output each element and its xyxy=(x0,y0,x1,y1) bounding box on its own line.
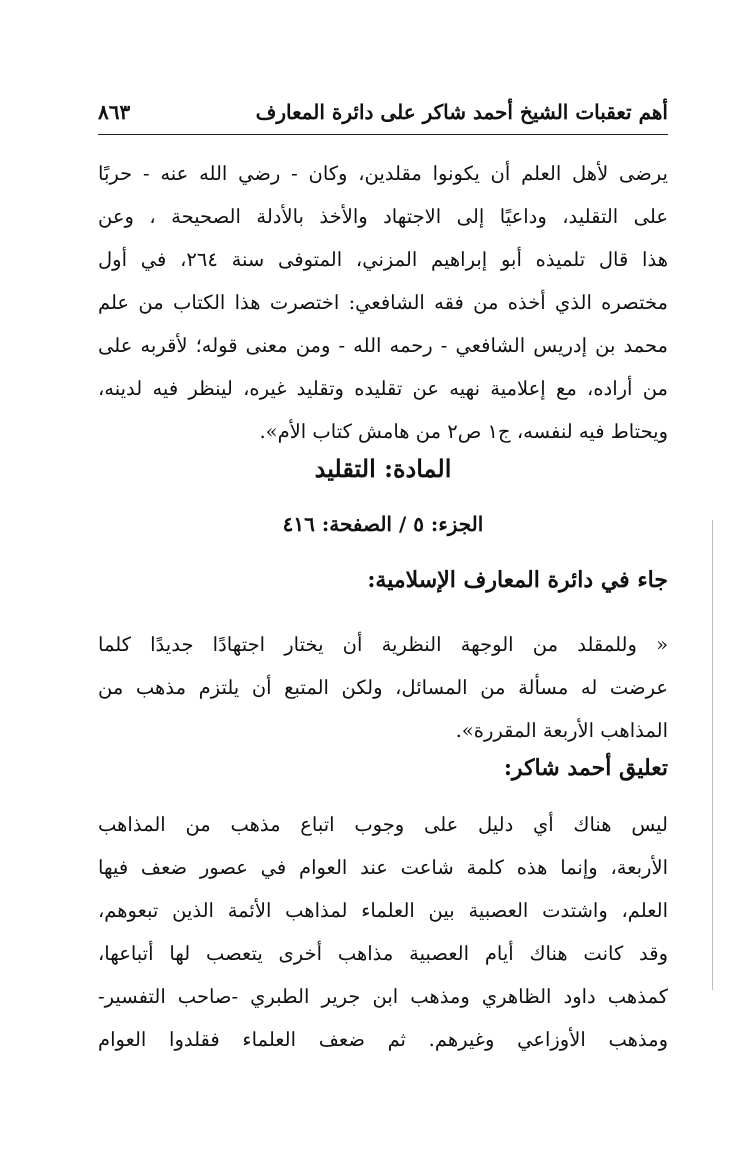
text-line: الأربعة، وإنما هذه كلمة شاعت عند العوام في عصور ضعف فيها xyxy=(98,856,668,879)
volume-page-reference: الجزء: ٥ / الصفحة: ٤١٦ xyxy=(282,512,484,536)
section-title: المادة: التقليد xyxy=(314,454,452,483)
text-line: كمذهب داود الظاهري ومذهب ابن جرير الطبري -صاحب التفسير- xyxy=(98,985,668,1008)
source-heading: جاء في دائرة المعارف الإسلامية: xyxy=(367,567,668,593)
text-line: من أراده، مع إعلامية نهيه عن تقليده وتقليد غيره، لينظر فيه لدينه، xyxy=(98,377,668,400)
margin-line xyxy=(712,520,713,990)
text-line: ليس هناك أي دليل على وجوب اتباع مذهب من المذاهب xyxy=(98,813,668,836)
text-line: محمد بن إدريس الشافعي - رحمه الله - ومن معنى قوله؛ لأقربه على xyxy=(98,334,668,357)
text-line: يرضى لأهل العلم أن يكونوا مقلدين، وكان - رضي الله عنه - حربًا xyxy=(98,162,668,185)
text-line: هذا قال تلميذه أبو إبراهيم المزني، المتوفى سنة ٢٦٤، في أول xyxy=(98,248,668,271)
text-line: « وللمقلد من الوجهة النظرية أن يختار اجتهادًا جديدًا كلما xyxy=(98,633,668,656)
header-divider xyxy=(98,134,668,135)
text-line: مختصره الذي أخذه من فقه الشافعي: اختصرت هذا الكتاب من علم xyxy=(98,291,668,314)
page-number: ٨٦٣ xyxy=(98,100,131,124)
text-line: على التقليد، وداعيًا إلى الاجتهاد والأخذ بالأدلة الصحيحة ، وعن xyxy=(98,205,668,228)
text-line: المذاهب الأربعة المقررة». xyxy=(455,719,668,742)
text-line: وقد كانت هناك أيام العصبية مذاهب أخرى يتعصب لها أتباعها، xyxy=(98,942,668,965)
text-line: العلم، واشتدت العصبية بين العلماء لمذاهب الأئمة الذين تبعوهم، xyxy=(98,899,668,922)
encyclopedia-quote xyxy=(98,623,668,752)
running-title: أهم تعقبات الشيخ أحمد شاكر على دائرة المعارف xyxy=(255,100,668,124)
intro-paragraph xyxy=(98,152,668,453)
comment-paragraph xyxy=(98,803,668,1061)
text-line: عرضت له مسألة من المسائل، ولكن المتبع أن يلتزم مذهب من xyxy=(98,676,668,699)
text-line: ويحتاط فيه لنفسه، ج١ ص٢ من هامش كتاب الأم». xyxy=(259,420,668,443)
comment-heading: تعليق أحمد شاكر: xyxy=(503,755,668,781)
text-line: ومذهب الأوزاعي وغيرهم. ثم ضعف العلماء فقلدوا العوام xyxy=(98,1028,668,1051)
page-header xyxy=(98,92,668,134)
